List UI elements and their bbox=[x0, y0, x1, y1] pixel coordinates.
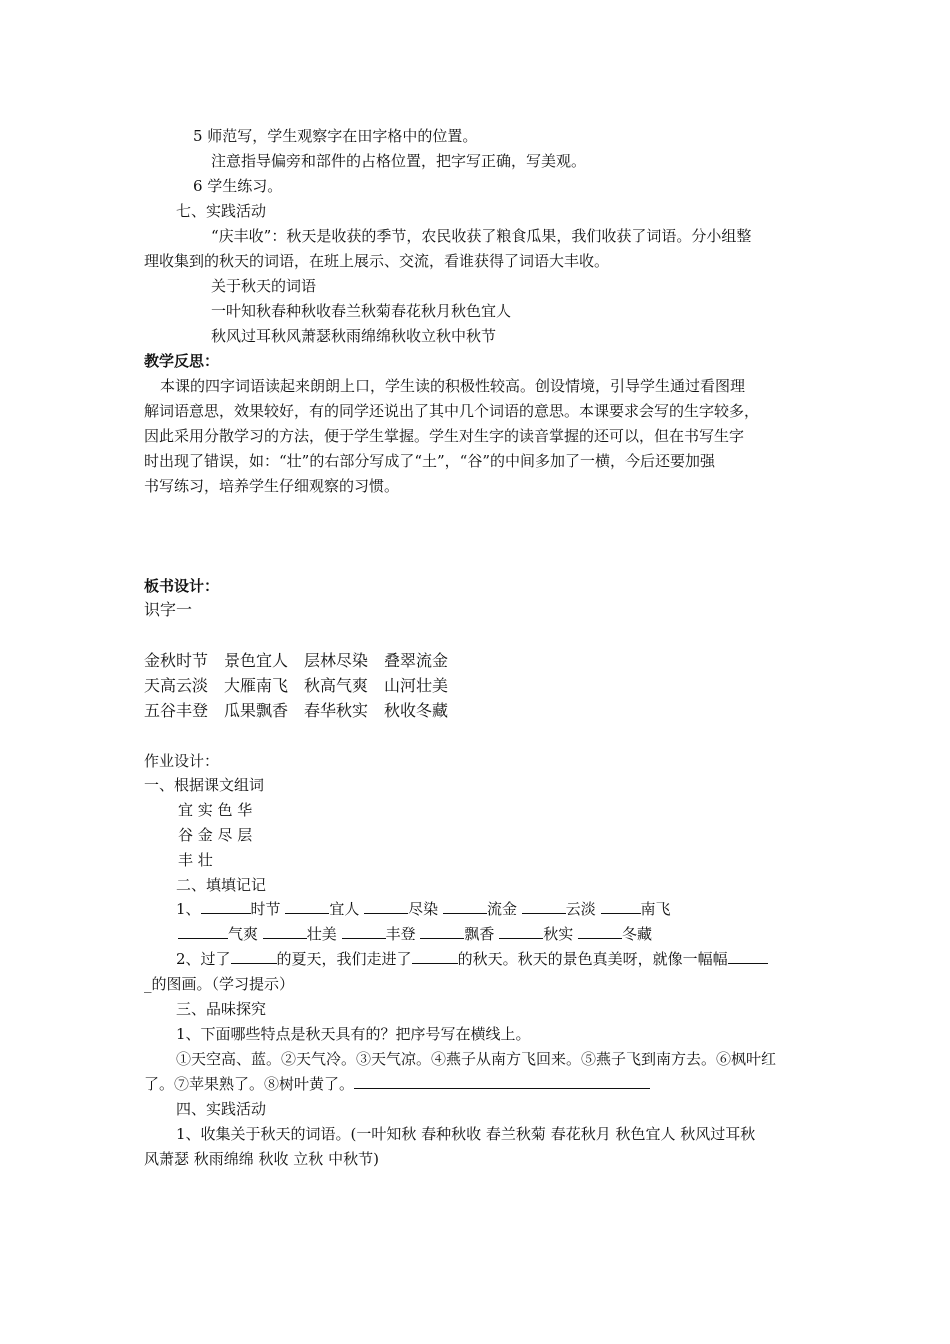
board-title: 识字一 bbox=[144, 600, 193, 619]
activity-paragraph-line-1: “庆丰收”：秋天是收获的季节，农民收获了粮食瓜果，我们收获了词语。分小组整 bbox=[211, 227, 752, 245]
homework-part-1-title: 一、根据课文组词 bbox=[144, 776, 265, 794]
fill-word: 尽染 bbox=[408, 900, 439, 918]
blank[interactable] bbox=[601, 899, 641, 914]
board-heading: 板书设计： bbox=[144, 577, 220, 595]
question-1: 1、下面哪些特点是秋天具有的？把序号写在横线上。 bbox=[176, 1025, 531, 1043]
fill-word: 壮美 bbox=[306, 925, 337, 943]
reflection-line-1: 本课的四字词语读起来朗朗上口，学生读的积极性较高。创设情境，引导学生通过看图理 bbox=[160, 377, 746, 395]
fill-sentence-line-2: _的图画。（学习提示） bbox=[144, 975, 295, 993]
homework-part-1-row-1: 宜 实 色 华 bbox=[178, 801, 253, 819]
homework-part-4-title: 四、实践活动 bbox=[176, 1100, 267, 1118]
blank[interactable] bbox=[443, 899, 487, 914]
blank[interactable] bbox=[420, 924, 464, 939]
blank[interactable] bbox=[285, 899, 329, 914]
board-row-3: 五谷丰登 瓜果飘香 春华秋实 秋收冬藏 bbox=[144, 701, 449, 720]
board-row-2: 天高云淡 大雁南飞 秋高气爽 山河壮美 bbox=[144, 676, 449, 695]
homework-part-1-row-3: 丰 壮 bbox=[178, 851, 213, 869]
fill-sentence-part-a: 2、过了 bbox=[176, 950, 231, 968]
fill-word: 宜人 bbox=[329, 900, 360, 918]
homework-part-1-row-2: 谷 金 尽 层 bbox=[178, 826, 253, 844]
fill-word: 时节 bbox=[250, 900, 281, 918]
question-1-options-line-1: ①天空高、蓝。②天气冷。③天气凉。④燕子从南方飞回来。⑤燕子飞到南方去。⑥枫叶红 bbox=[176, 1050, 777, 1068]
autumn-words-row-2: 秋风过耳秋风萧瑟秋雨绵绵秋收立秋中秋节 bbox=[211, 327, 497, 345]
blank[interactable] bbox=[499, 924, 543, 939]
fill-sentence-line-1 bbox=[176, 949, 768, 969]
board-row-1: 金秋时节 景色宜人 层林尽染 叠翠流金 bbox=[144, 651, 449, 670]
blank[interactable] bbox=[412, 949, 458, 964]
answer-blank[interactable] bbox=[354, 1074, 650, 1089]
fill-word: 云淡 bbox=[565, 900, 596, 918]
fill-row-1-prefix: 1、 bbox=[176, 900, 201, 918]
fill-word: 气爽 bbox=[228, 925, 259, 943]
section-7-heading: 七、实践活动 bbox=[176, 202, 267, 220]
reflection-line-5: 书写练习，培养学生仔细观察的习惯。 bbox=[144, 477, 400, 495]
homework-part-2-title: 二、填填记记 bbox=[176, 876, 267, 894]
autumn-words-row-1: 一叶知秋春种秋收春兰秋菊春花秋月秋色宜人 bbox=[211, 302, 512, 320]
homework-heading: 作业设计： bbox=[144, 752, 220, 770]
step-5-note: 注意指导偏旁和部件的占格位置，把字写正确，写美观。 bbox=[211, 152, 587, 170]
fill-row-1 bbox=[176, 899, 671, 919]
fill-sentence-part-c: 的秋天。秋天的景色真美呀，就像一幅幅 bbox=[457, 950, 728, 968]
fill-word: 南飞 bbox=[640, 900, 671, 918]
fill-word: 秋实 bbox=[543, 925, 574, 943]
blank[interactable] bbox=[522, 899, 566, 914]
blank[interactable] bbox=[364, 899, 408, 914]
blank[interactable] bbox=[263, 924, 307, 939]
question-1-options-line-2 bbox=[144, 1074, 650, 1094]
reflection-line-2: 解词语意思，效果较好，有的同学还说出了其中几个词语的意思。本课要求会写的生字较多， bbox=[144, 402, 760, 420]
activity-line-2: 风萧瑟 秋雨绵绵 秋收 立秋 中秋节) bbox=[144, 1150, 379, 1168]
fill-word: 丰登 bbox=[385, 925, 416, 943]
activity-paragraph-line-2: 理收集到的秋天的词语，在班上展示、交流，看谁获得了词语大丰收。 bbox=[144, 252, 610, 270]
fill-row-2 bbox=[178, 924, 652, 944]
step-5-line: 5 师范写，学生观察字在田字格中的位置。 bbox=[193, 127, 478, 145]
reflection-line-4: 时出现了错误，如：“壮”的右部分写成了“土”，“谷”的中间多加了一横，今后还要加强 bbox=[144, 452, 716, 470]
blank[interactable] bbox=[231, 949, 277, 964]
fill-word: 飘香 bbox=[464, 925, 495, 943]
reflection-line-3: 因此采用分散学习的方法，便于学生掌握。学生对生字的读音掌握的还可以，但在书写生字 bbox=[144, 427, 745, 445]
reflection-heading: 教学反思： bbox=[144, 352, 220, 370]
question-1-options-text: 了。⑦苹果熟了。⑧树叶黄了。 bbox=[144, 1075, 355, 1093]
blank[interactable] bbox=[728, 949, 768, 964]
blank[interactable] bbox=[201, 899, 251, 914]
fill-word: 冬藏 bbox=[621, 925, 652, 943]
fill-word: 流金 bbox=[486, 900, 517, 918]
activity-line-1: 1、收集关于秋天的词语。(一叶知秋 春种秋收 春兰秋菊 春花秋月 秋色宜人 秋风过耳秋 bbox=[176, 1125, 756, 1143]
blank[interactable] bbox=[578, 924, 622, 939]
homework-part-3-title: 三、品味探究 bbox=[176, 1000, 267, 1018]
blank[interactable] bbox=[342, 924, 386, 939]
blank[interactable] bbox=[178, 924, 228, 939]
step-6-line: 6 学生练习。 bbox=[193, 177, 283, 195]
fill-sentence-part-b: 的夏天，我们走进了 bbox=[276, 950, 412, 968]
autumn-words-title: 关于秋天的词语 bbox=[211, 277, 317, 295]
